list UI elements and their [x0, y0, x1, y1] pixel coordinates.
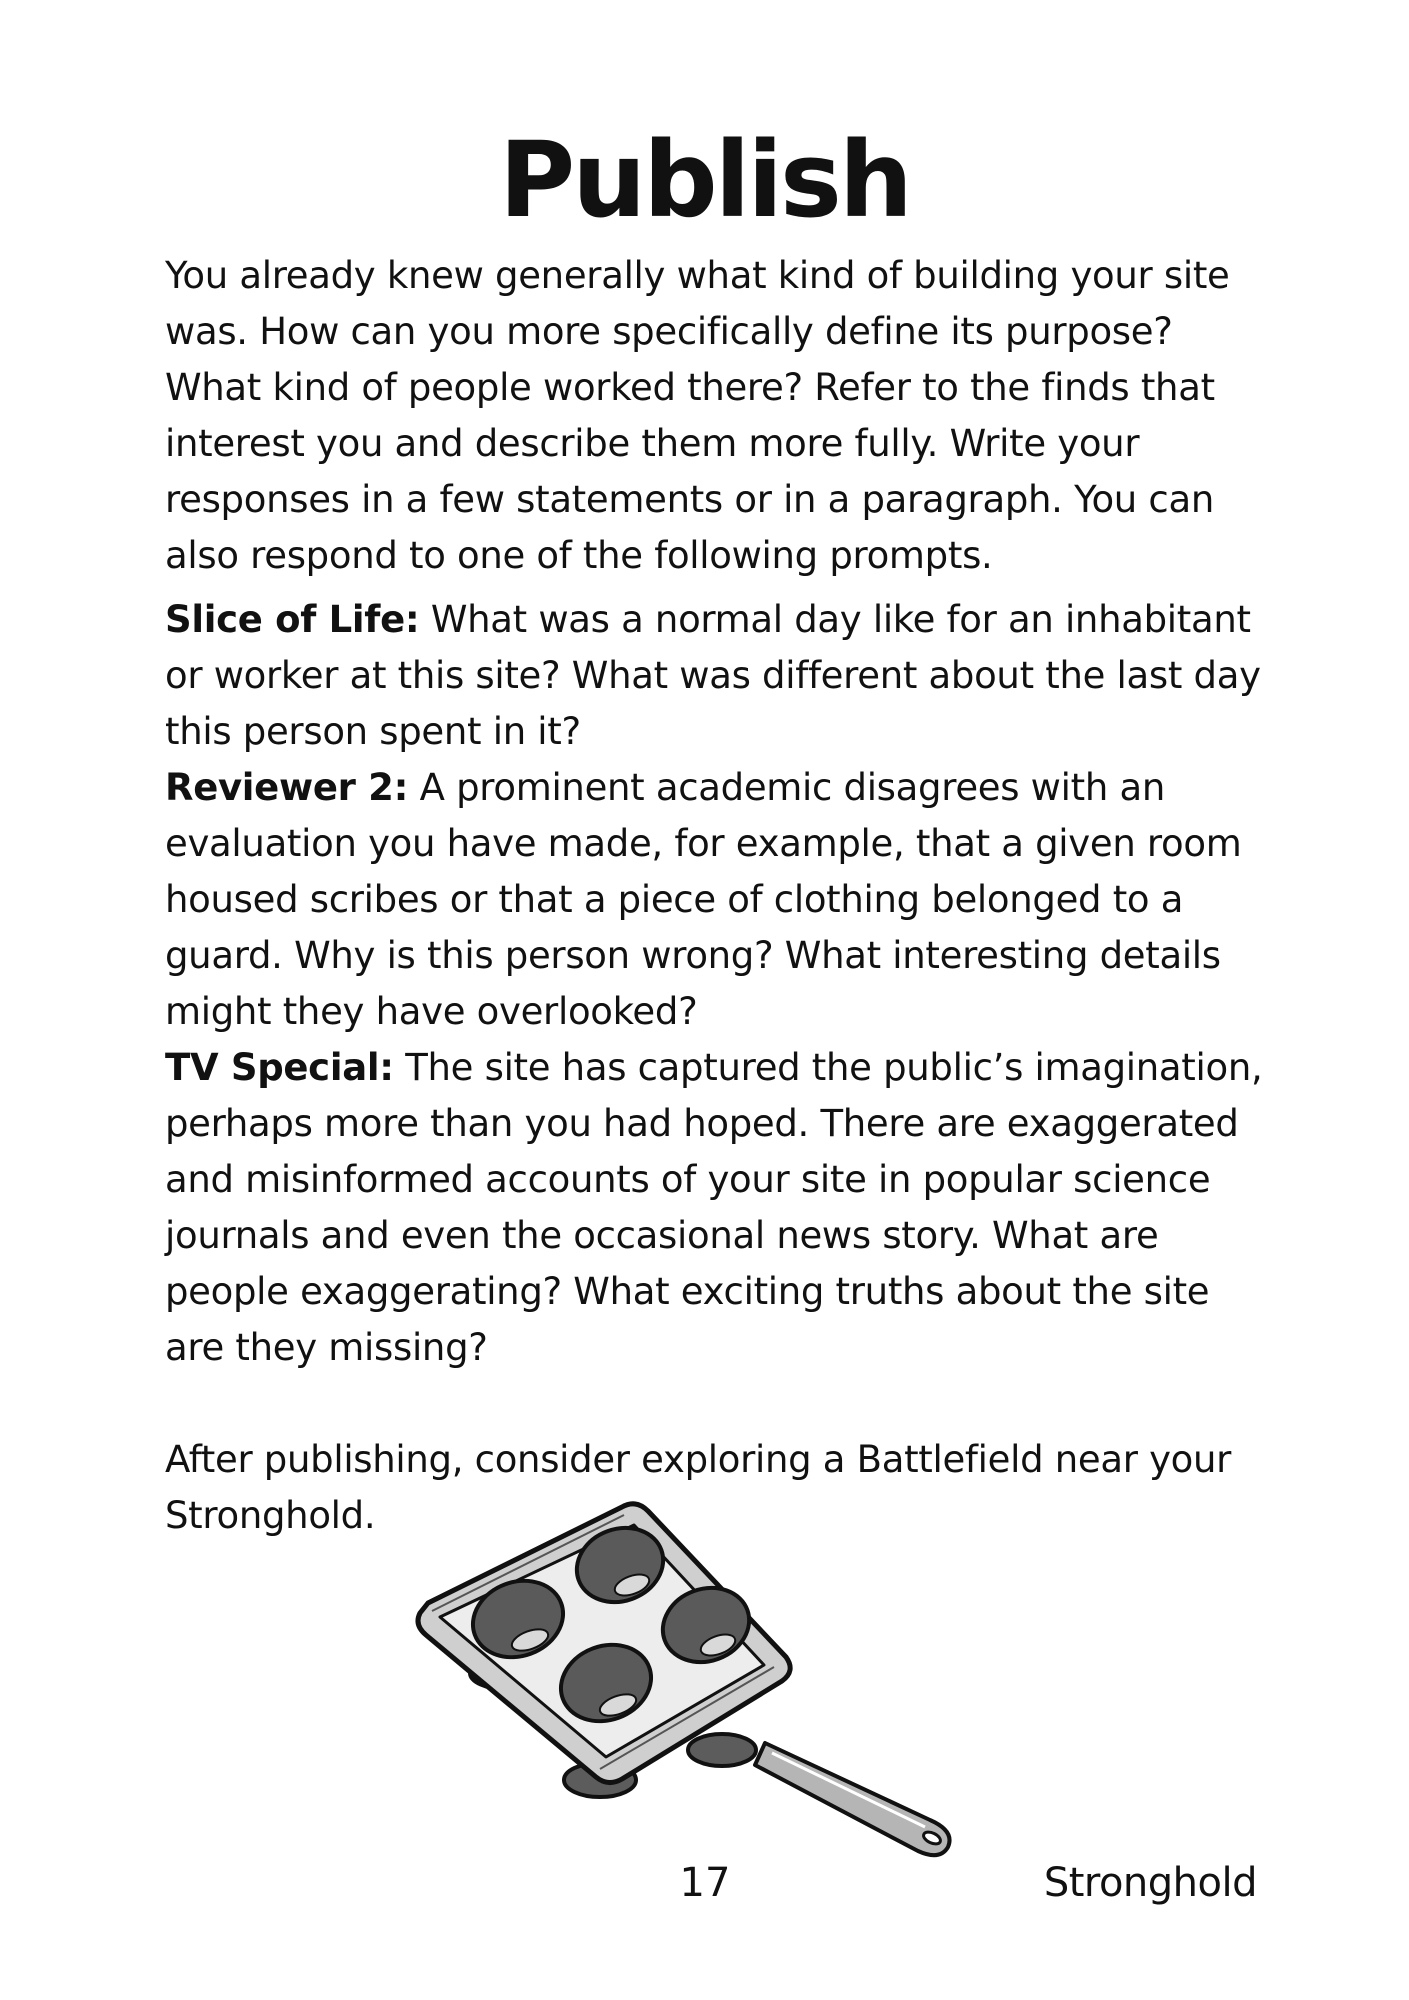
- closing-paragraph: After publishing, consider exploring a Battlefield near your Stronghold.: [165, 1438, 1232, 1537]
- prompt-label: TV Special:: [165, 1046, 394, 1089]
- prompt-slice-of-life: [165, 592, 1265, 760]
- pan-handle: [755, 1743, 950, 1855]
- prompt-tv-special: [165, 1040, 1265, 1376]
- prompt-text: The site has captured the public’s imagination, perhaps more than you had hoped. There are exaggerated and misinformed accounts of your site in popular science journals and even the occasional news story. What are people exaggerating? What exciting truths about the site are they missing?: [165, 1046, 1263, 1369]
- prompt-label: Reviewer 2:: [165, 766, 409, 809]
- prompt-reviewer-2: [165, 760, 1265, 1040]
- page-number: 17: [679, 1860, 731, 1906]
- page-title: Publish: [499, 119, 910, 241]
- body-text: [165, 248, 1265, 1544]
- prompt-text: A prominent academic disagrees with an evaluation you have made, for example, that a given room housed scribes or that a piece of clothing belonged to a guard. Why is this person wrong? What interesting details might they have overlooked?: [165, 766, 1242, 1033]
- running-footer: Stronghold: [1043, 1860, 1257, 1906]
- prompt-label: Slice of Life:: [165, 598, 420, 641]
- muffin-tin-icon: [410, 1495, 1000, 1865]
- prompt-text: What was a normal day like for an inhabitant or worker at this site? What was different about the last day this person spent in it?: [165, 598, 1261, 753]
- intro-paragraph: You already knew generally what kind of building your site was. How can you more specifically define its purpose? What kind of people worked there? Refer to the finds that interest you and describe them more fully. Write your responses in a few statements or in a paragraph. You can also respond to one of the following prompts.: [165, 254, 1230, 577]
